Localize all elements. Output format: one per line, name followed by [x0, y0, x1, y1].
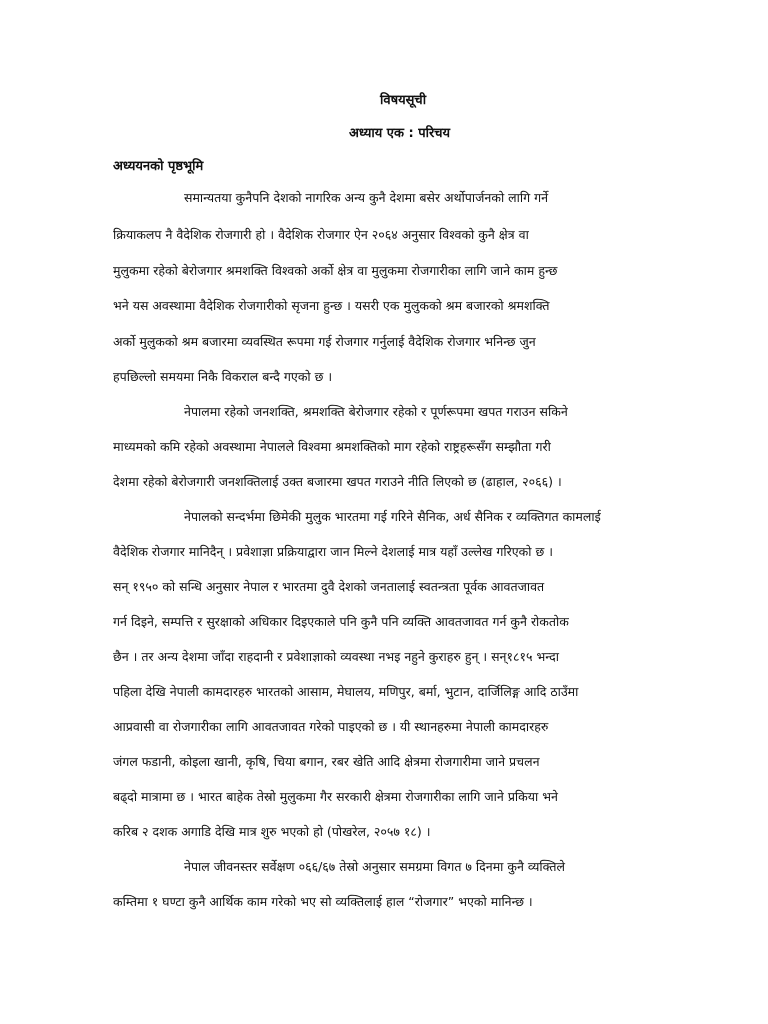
paragraph-line: नेपालको सन्दर्भमा छिमेकी मुलुक भारतमा गई गरिने सैनिक, अर्ध सैनिक र व्यक्तिगत कामलाई — [184, 509, 601, 524]
paragraph-line: समान्यतया कुनैपनि देशको नागरिक अन्य कुनै देशमा बसेर अर्थोपार्जनको लागि गर्ने — [184, 190, 549, 205]
paragraph-line: माध्यमको कमि रहेको अवस्थामा नेपालले विश्वमा श्रमशक्तिको माग रहेको राष्ट्रहरूसँग सम्झौता गरी — [113, 439, 551, 454]
paragraph-line: नेपाल जीवनस्तर सर्वेक्षण ०६६/६७ तेस्रो अनुसार समग्रमा विगत ७ दिनमा कुनै व्यक्तिले — [184, 859, 565, 874]
paragraph-line: पहिला देखि नेपाली कामदारहरु भारतको आसाम, मेघालय, मणिपुर, बर्मा, भुटान, दार्जिलिङ्ग आदि ठाउँमा — [113, 684, 579, 699]
chapter-title: अध्याय एक : परिचय — [349, 126, 451, 141]
toc-title: विषयसूची — [380, 93, 427, 108]
paragraph-line: अर्को मुलुकको श्रम बजारमा व्यवस्थित रूपमा गई रोजगार गर्नुलाई वैदेशिक रोजगार भनिन्छ जुन — [113, 334, 536, 349]
section-title: अध्ययनको पृष्ठभूमि — [113, 159, 204, 174]
paragraph-line: मुलुकमा रहेको बेरोजगार श्रमशक्ति विश्वको अर्को क्षेत्र वा मुलुकमा रोजगारीका लागि जाने काम हुन्छ — [113, 263, 558, 278]
paragraph-line: भने यस अवस्थामा वैदेशिक रोजगारीको सृजना हुन्छ । यसरी एक मुलुकको श्रम बजारको श्रमशक्ति — [113, 298, 550, 313]
paragraph-line: हपछिल्लो समयमा निकै विकराल बन्दै गएको छ । — [113, 369, 333, 384]
paragraph-line: बढ्दो मात्रामा छ । भारत बाहेक तेस्रो मुलुकमा गैर सरकारी क्षेत्रमा रोजगारीका लागि जाने प्रकिया भने — [113, 789, 558, 804]
paragraph-line: छैन । तर अन्य देशमा जाँदा राहदानी र प्रवेशाज्ञाको व्यवस्था नभइ नहुने कुराहरु हुन् । सन्१८१५ भन्दा — [113, 649, 559, 664]
paragraph-line: देशमा रहेको बेरोजगारी जनशक्तिलाई उक्त बजारमा खपत गराउने नीति लिएको छ (ढाहाल, २०६६) । — [113, 474, 562, 489]
paragraph-line: नेपालमा रहेको जनशक्ति, श्रमशक्ति बेरोजगार रहेको र पूर्णरूपमा खपत गराउन सकिने — [184, 404, 568, 419]
paragraph-line: आप्रवासी वा रोजगारीका लागि आवतजावत गरेको पाइएको छ । यी स्थानहरुमा नेपाली कामदारहरु — [113, 719, 549, 734]
paragraph-line: गर्न दिइने, सम्पत्ति र सुरक्षाको अधिकार दिइएकाले पनि कुनै पनि व्यक्ति आवतजावत गर्न कुनै रोकतोक — [113, 614, 569, 629]
paragraph-line: क्रियाकलप नै वैदेशिक रोजगारी हो । वैदेशिक रोजगार ऐन २०६४ अनुसार विश्वको कुनै क्षेत्र वा — [113, 227, 529, 242]
paragraph-line: कम्तिमा १ घण्टा कुनै आर्थिक काम गरेको भए सो व्यक्तिलाई हाल “रोजगार” भएको मानिन्छ । — [113, 894, 533, 909]
paragraph-line: वैदेशिक रोजगार मानिदैन् । प्रवेशाज्ञा प्रक्रियाद्वारा जान मिल्ने देशलाई मात्र यहाँ उल्लेख गरिएको छ । — [113, 544, 553, 559]
paragraph-line: सन् १९५० को सन्धि अनुसार नेपाल र भारतमा दुवै देशको जनतालाई स्वतन्त्रता पूर्वक आवतजावत — [113, 579, 545, 594]
paragraph-line: करिब २ दशक अगाडि देखि मात्र शुरु भएको हो (पोखरेल, २०५७ १८) । — [113, 824, 431, 839]
paragraph-line: जंगल फडानी, कोइला खानी, कृषि, चिया बगान, रबर खेति आदि क्षेत्रमा रोजगारीमा जाने प्रचलन — [113, 754, 540, 769]
